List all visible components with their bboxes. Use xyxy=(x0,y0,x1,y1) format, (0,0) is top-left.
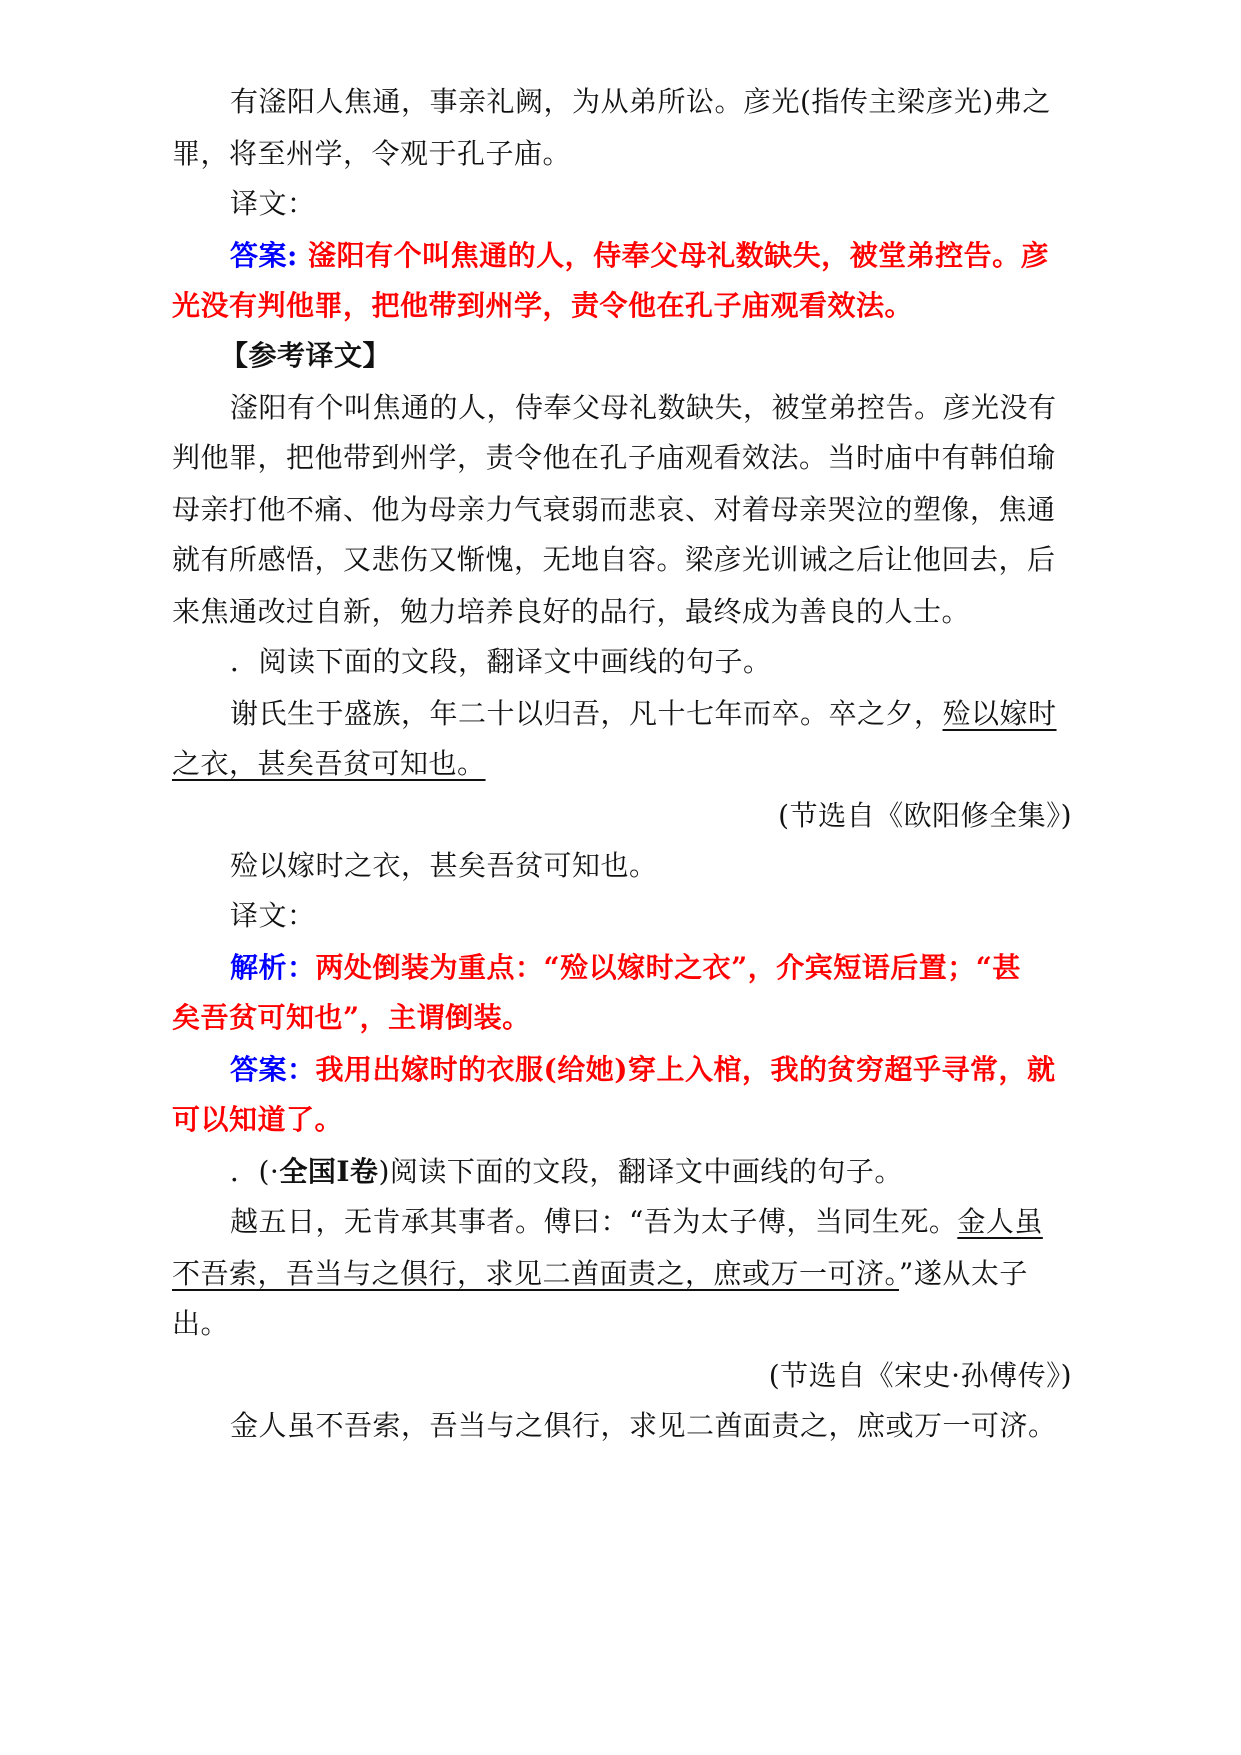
q1-answer-text-1: 滏阳有个叫焦通的人，侍奉父母礼数缺失，被堂弟控告。彦 xyxy=(297,239,1050,272)
q2-analysis-text-1: 两处倒装为重点：“殓以嫁时之衣”，介宾短语后置；“甚 xyxy=(315,951,1021,984)
q2-answer-line-2: 可以知道了。 xyxy=(172,1103,344,1136)
q3-passage-line-3: 出。 xyxy=(172,1307,230,1340)
q2-source: (节选自《欧阳修全集》) xyxy=(778,799,1072,832)
q2-analysis-label: 解析： xyxy=(230,951,316,984)
q3-prompt-suffix: )阅读下面的文段，翻译文中画线的句子。 xyxy=(378,1155,903,1188)
q1-translation-label: 译文： xyxy=(230,187,316,220)
q2-prompt: ．阅读下面的文段，翻译文中画线的句子。 xyxy=(230,645,772,678)
q3-passage-plain-2: ”遂从太子 xyxy=(899,1257,1028,1290)
q1-passage-line-1: 有滏阳人焦通，事亲礼阙，为从弟所讼。彦光(指传主梁彦光)弗之 xyxy=(230,85,1051,118)
q2-sentence: 殓以嫁时之衣，甚矣吾贫可知也。 xyxy=(230,849,658,882)
q2-answer-text-1: 我用出嫁时的衣服(给她)穿上入棺，我的贫穷超乎寻常，就 xyxy=(315,1053,1056,1086)
q3-passage-plain-1: 越五日，无肯承其事者。傅曰：“吾为太子傅，当同生死。 xyxy=(230,1205,958,1238)
q2-analysis-line-1 xyxy=(230,948,1072,988)
q2-passage-line-1 xyxy=(230,694,1072,734)
q1-answer-label: 答案: xyxy=(230,239,298,272)
q2-answer-line-1 xyxy=(230,1050,1072,1090)
reference-line-4: 就有所感悟，又悲伤又惭愧，无地自容。梁彦光训诫之后让他回去，后 xyxy=(172,543,1056,576)
q1-answer-line-1 xyxy=(230,236,1072,276)
q3-prompt xyxy=(230,1152,1072,1192)
reference-line-1: 滏阳有个叫焦通的人，侍奉父母礼数缺失，被堂弟控告。彦光没有 xyxy=(230,391,1057,424)
q3-source: (节选自《宋史·孙傅传》) xyxy=(768,1359,1072,1392)
q3-underlined-sentence-part-1: 金人虽 xyxy=(957,1205,1043,1238)
q1-answer-line-2: 光没有判他罪，把他带到州学，责令他在孔子庙观看效法。 xyxy=(172,289,914,322)
q2-underlined-sentence-part-2: 之衣，甚矣吾贫可知也。 xyxy=(172,747,486,780)
q1-passage-line-2: 罪，将至州学，令观于孔子庙。 xyxy=(172,137,572,170)
q3-underlined-sentence-part-2: 不吾索，吾当与之俱行，求见二酋面责之，庶或万一可济。 xyxy=(172,1257,900,1290)
q3-passage-line-1 xyxy=(230,1202,1072,1242)
reference-line-5: 来焦通改过自新，勉力培养良好的品行，最终成为善良的人士。 xyxy=(172,595,971,628)
reference-line-3: 母亲打他不痛、他为母亲力气衰弱而悲哀、对着母亲哭泣的塑像，焦通 xyxy=(172,493,1056,526)
q2-underlined-sentence-part-1: 殓以嫁时 xyxy=(942,697,1057,730)
reference-heading: 【参考译文】 xyxy=(220,339,392,372)
q3-passage-line-2 xyxy=(172,1254,1072,1294)
q2-passage-line-2 xyxy=(172,744,1072,784)
q3-exam-name: 全国Ⅰ卷 xyxy=(279,1155,379,1188)
q2-analysis-line-2: 矣吾贫可知也”，主谓倒装。 xyxy=(172,1001,531,1034)
q2-translation-label: 译文： xyxy=(230,899,316,932)
q2-answer-label: 答案： xyxy=(230,1053,316,1086)
q2-passage-plain: 谢氏生于盛族，年二十以归吾，凡十七年而卒。卒之夕， xyxy=(230,697,943,730)
q3-prompt-prefix: ．(· xyxy=(230,1155,280,1188)
q3-sentence: 金人虽不吾索，吾当与之俱行，求见二酋面责之，庶或万一可济。 xyxy=(230,1409,1057,1442)
reference-line-2: 判他罪，把他带到州学，责令他在孔子庙观看效法。当时庙中有韩伯瑜 xyxy=(172,441,1056,474)
